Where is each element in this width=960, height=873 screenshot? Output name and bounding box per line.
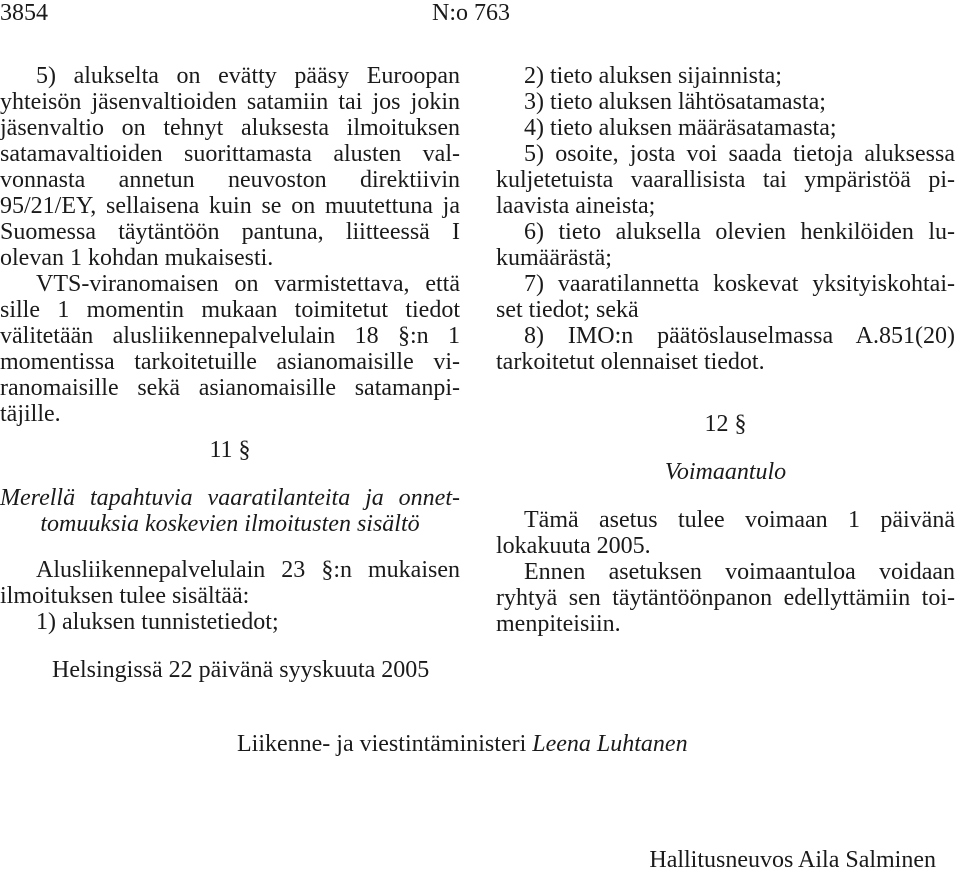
minister-name: Leena Luhtanen [532, 731, 688, 757]
section-heading-line: Merellä tapahtuvia vaaratilanteita ja onnet- [0, 485, 460, 511]
left-text-line: välitetään alusliikennepalvelulain 18 §:n 1 [0, 323, 460, 349]
right-text-line: 7) vaaratilannetta koskevat yksityiskohtai- [524, 271, 955, 297]
right-text-line: 2) tieto aluksen sijainnista; [524, 63, 782, 89]
left-text-line: vonnasta annetun neuvoston direktiivin [0, 167, 460, 193]
right-text-line: kumäärästä; [496, 245, 612, 271]
left-text-line: täjille. [0, 401, 61, 427]
left-text-line: satamavaltioiden suorittamasta alusten val- [0, 141, 460, 167]
left-text-line: 5) alukselta on evätty pääsy Euroopan [36, 63, 460, 89]
right-text-line: 6) tieto aluksella olevien henkilöiden lu- [524, 219, 955, 245]
left-text-line: VTS-viranomaisen on varmistettava, että [36, 271, 460, 297]
right-text-line: 3) tieto aluksen lähtösatamasta; [524, 89, 826, 115]
right-text-line: Ennen asetuksen voimaantuloa voidaan [524, 559, 955, 585]
left-text-line: ranomaisille sekä asianomaisille satamanpi- [0, 375, 460, 401]
right-text-line: menpiteisiin. [496, 611, 621, 637]
left-text-line: momentissa tarkoitetuille asianomaisille vi- [0, 349, 460, 375]
minister-title: Liikenne- ja viestintäministeri [237, 731, 527, 757]
section-number-12: 12 § [704, 411, 747, 437]
right-text-line: 4) tieto aluksen määräsatamasta; [524, 115, 837, 141]
left-text-line: 1) aluksen tunnistetiedot; [36, 609, 279, 635]
issue-number: N:o 763 [432, 0, 510, 26]
section-heading-line: tomuuksia koskevien ilmoitusten sisältö [40, 511, 420, 537]
section-heading: Voimaantulo [664, 459, 787, 485]
counsellor-signature: Hallitusneuvos Aila Salminen [649, 847, 936, 873]
right-text-line: kuljetetuista vaarallisista tai ympäristöä pi- [496, 167, 955, 193]
right-text-line: lokakuuta 2005. [496, 533, 651, 559]
left-text-line: yhteisön jäsenvaltioiden satamiin tai jos jokin [0, 89, 460, 115]
left-text-line: olevan 1 kohdan mukaisesti. [0, 245, 274, 271]
right-text-line: 8) IMO:n päätöslauselmassa A.851(20) [524, 323, 955, 349]
right-text-line: ryhtyä sen täytäntöönpanon edellyttämiin toi- [496, 585, 955, 611]
page-number: 3854 [0, 0, 48, 26]
left-text-line: ilmoituksen tulee sisältää: [0, 583, 250, 609]
right-text-line: tarkoitetut olennaiset tiedot. [496, 349, 765, 375]
right-text-line: Tämä asetus tulee voimaan 1 päivänä [524, 507, 955, 533]
right-text-line: 5) osoite, josta voi saada tietoja aluksessa [524, 141, 955, 167]
minister-signature [237, 731, 757, 757]
right-text-line: set tiedot; sekä [496, 297, 639, 323]
place-and-date: Helsingissä 22 päivänä syyskuuta 2005 [52, 657, 430, 683]
left-text-line: Suomessa täytäntöön pantuna, liitteessä I [0, 219, 460, 245]
right-text-line: laavista aineista; [496, 193, 656, 219]
left-text-line: jäsenvaltio on tehnyt aluksesta ilmoituksen [0, 115, 460, 141]
left-text-line: sille 1 momentin mukaan toimitetut tiedot [0, 297, 460, 323]
left-text-line: 95/21/EY, sellaisena kuin se on muutettuna ja [0, 193, 460, 219]
left-text-line: Alusliikennepalvelulain 23 §:n mukaisen [36, 557, 460, 583]
section-number-11: 11 § [209, 437, 251, 463]
